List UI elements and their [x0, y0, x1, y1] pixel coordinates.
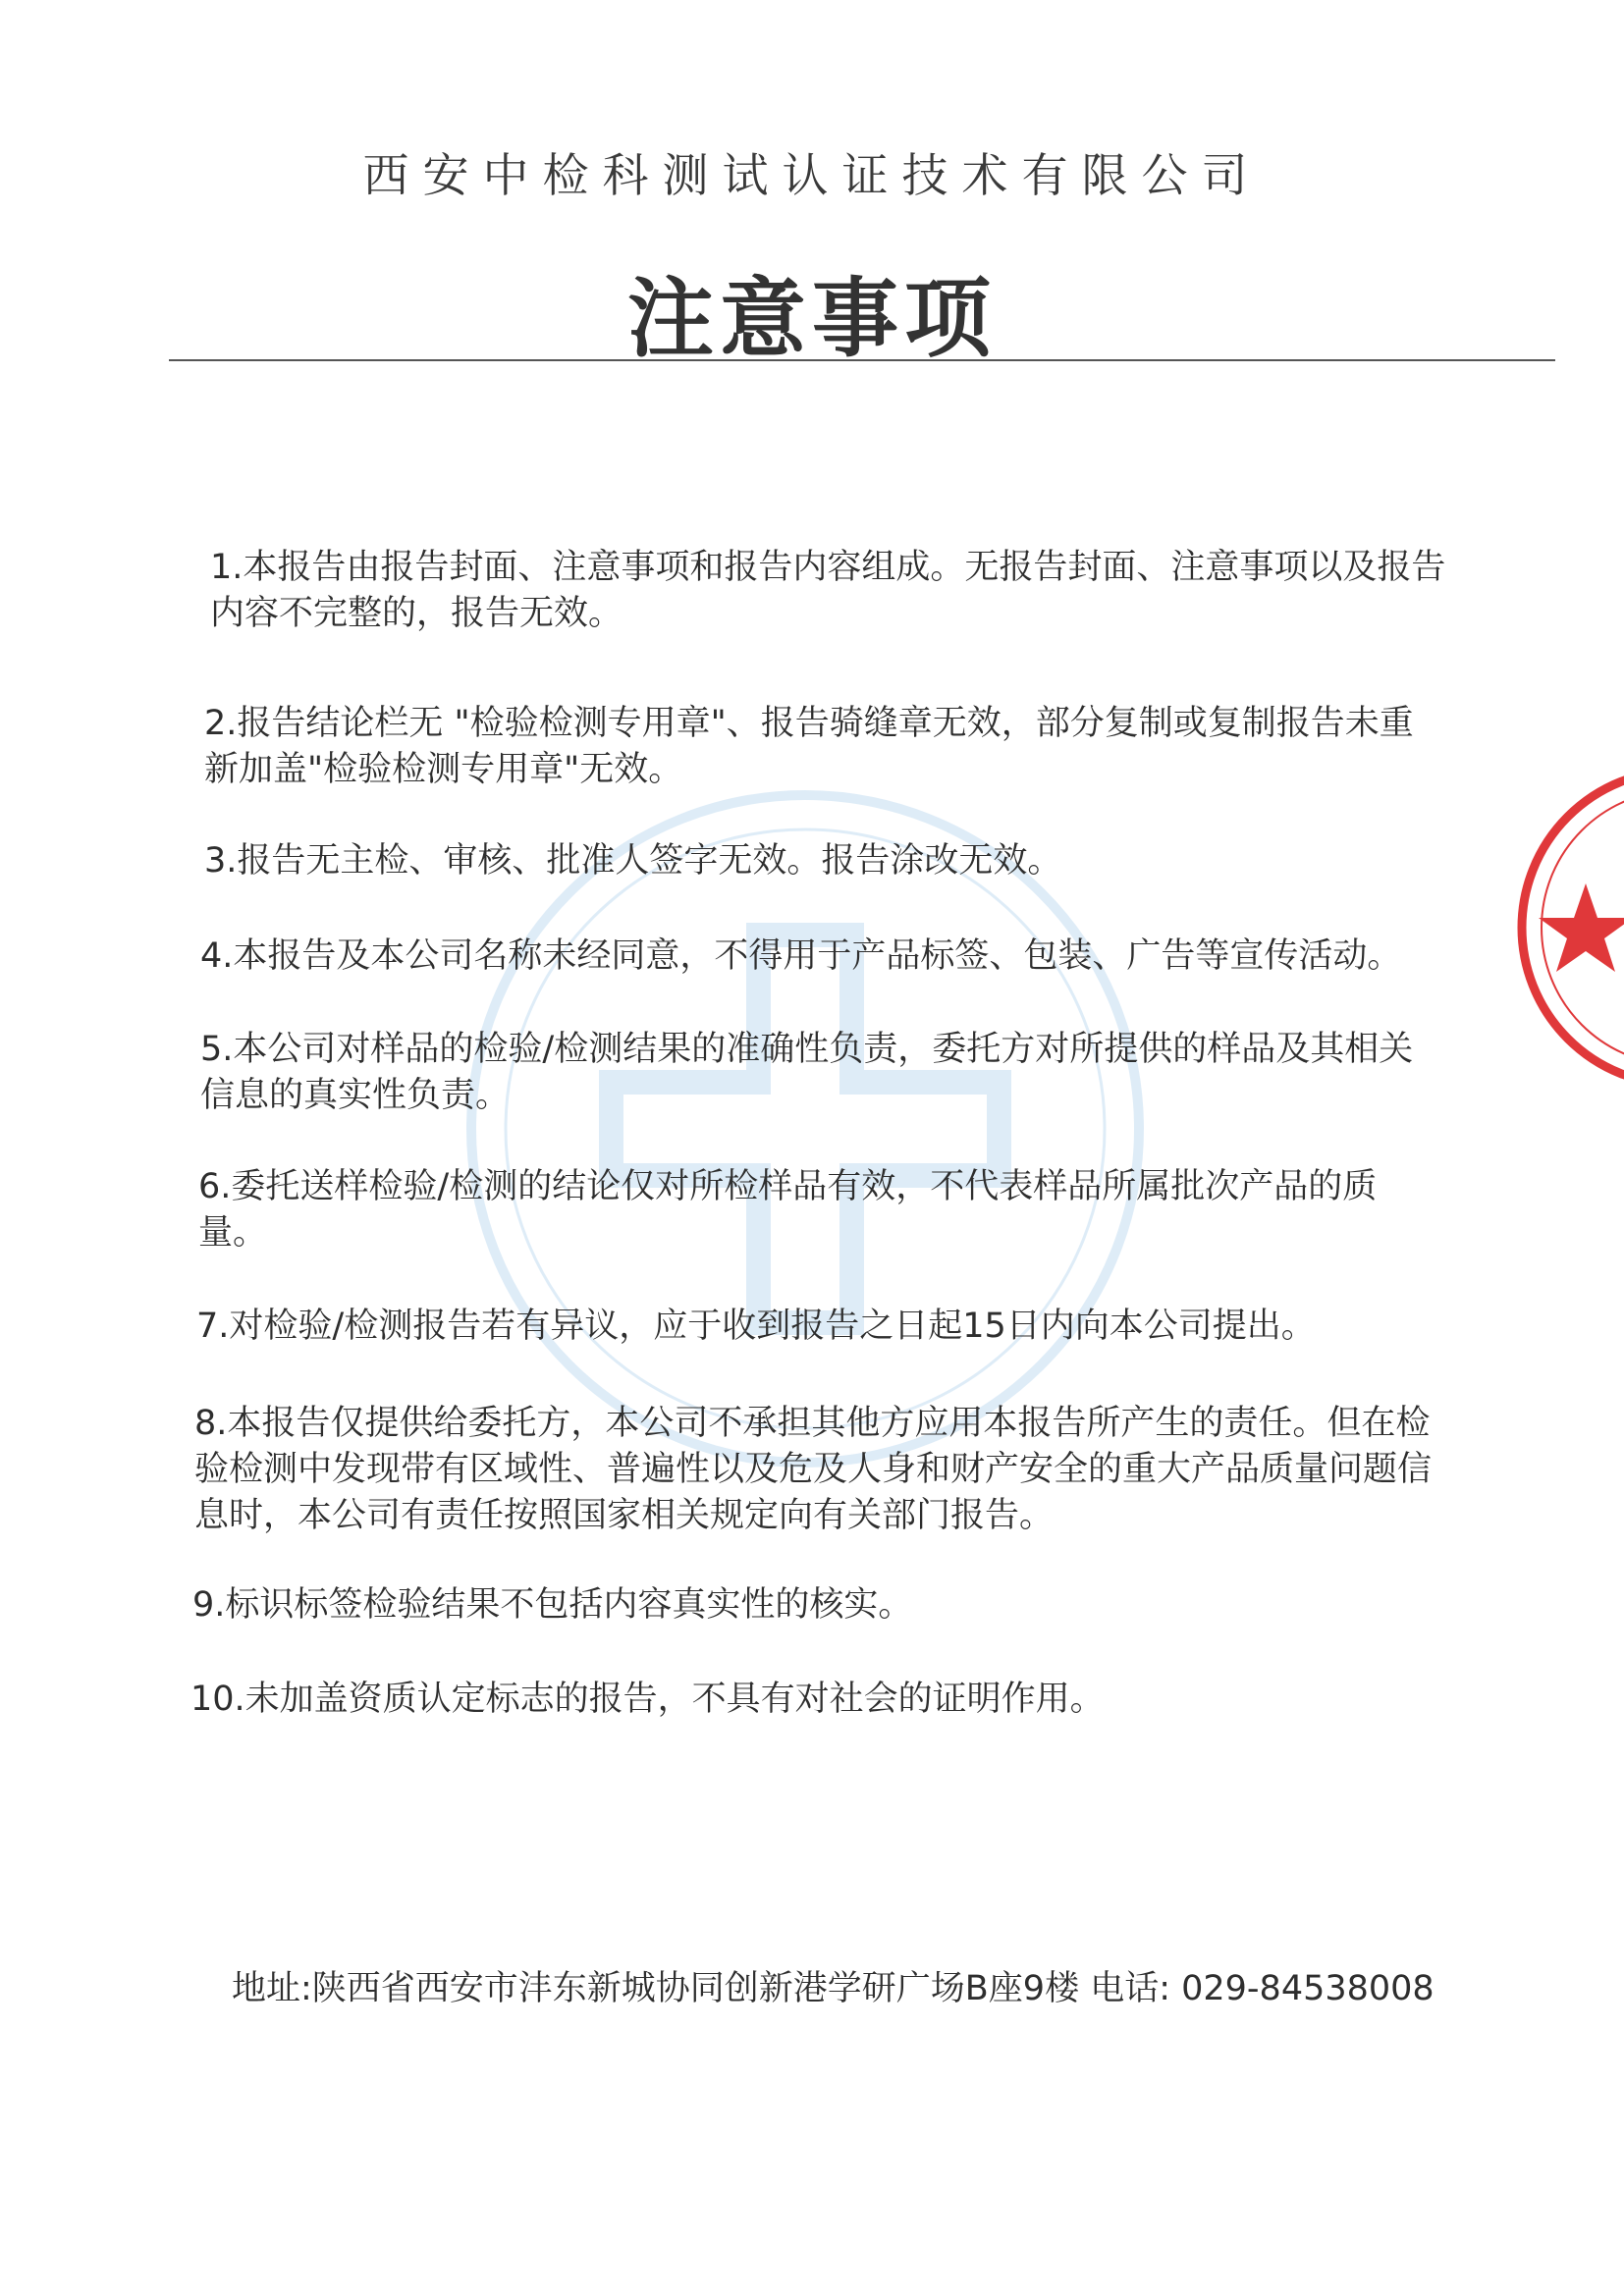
note-number: 5.	[200, 1030, 234, 1069]
note-number: 7.	[196, 1307, 230, 1346]
note-number: 9.	[192, 1585, 226, 1625]
footer-address: 地址:陕西省西安市沣东新城协同创新港学研广场B座9楼 电话: 029-84538008	[232, 1969, 1435, 2008]
note-text: 委托送样检验/检测的结论仅对所检样品有效，不代表样品所属批次产品的质量。	[198, 1167, 1378, 1253]
note-number: 4.	[200, 936, 234, 976]
note-text: 报告结论栏无 "检验检测专用章"、报告骑缝章无效，部分复制或复制报告未重新加盖"检验检测专用章"无效。	[204, 704, 1414, 789]
note-item	[200, 1027, 1437, 1119]
note-text: 对检验/检测报告若有异议，应于收到报告之日起15日内向本公司提出。	[229, 1307, 1316, 1346]
note-number: 8.	[194, 1404, 228, 1443]
note-item	[200, 934, 1437, 980]
note-text: 报告无主检、审核、批准人签字无效。报告涂改无效。	[237, 841, 1062, 881]
note-number: 10.	[190, 1680, 245, 1719]
note-item	[198, 1164, 1435, 1256]
note-text: 未加盖资质认定标志的报告，不具有对社会的证明作用。	[244, 1680, 1105, 1719]
note-text: 本报告仅提供给委托方，本公司不承担其他方应用本报告所产生的责任。但在检验检测中发现带有区域性、普遍性以及危及人身和财产安全的重大产品质量问题信息时，本公司有责任按照国家相关规定向有关部门报告。	[194, 1404, 1433, 1535]
note-item	[210, 545, 1447, 637]
note-item	[194, 1401, 1432, 1539]
company-name: 西安中检科测试认证技术有限公司	[362, 149, 1262, 203]
note-text: 本报告及本公司名称未经同意，不得用于产品标签、包装、广告等宣传活动。	[233, 936, 1402, 976]
page-title: 注意事项	[626, 268, 997, 369]
note-item	[196, 1304, 1434, 1350]
note-item	[192, 1582, 1430, 1629]
note-item	[204, 701, 1441, 793]
note-number: 1.	[210, 548, 244, 587]
note-text: 本公司对样品的检验/检测结果的准确性负责，委托方对所提供的样品及其相关信息的真实性负责。	[200, 1030, 1414, 1115]
note-text: 标识标签检验结果不包括内容真实性的核实。	[225, 1585, 913, 1625]
note-item	[204, 838, 1441, 884]
note-item	[190, 1677, 1428, 1723]
note-number: 3.	[204, 841, 238, 881]
note-number: 2.	[204, 704, 238, 743]
note-number: 6.	[198, 1167, 232, 1206]
note-text: 本报告由报告封面、注意事项和报告内容组成。无报告封面、注意事项以及报告内容不完整的，报告无效。	[210, 548, 1446, 633]
